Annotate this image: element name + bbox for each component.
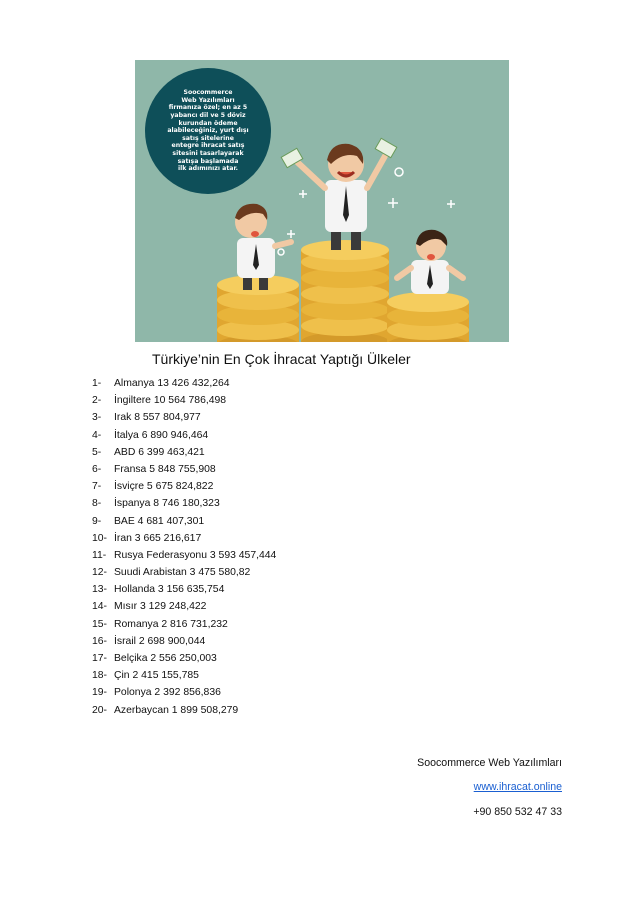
list-item-number: 5- (92, 446, 102, 458)
list-item-text: BAE 4 681 407,301 (114, 515, 205, 527)
list-item-number: 13- (92, 584, 108, 596)
list-item-text: Almanya 13 426 432,264 (114, 378, 230, 389)
list-item-text: Hollanda 3 156 635,754 (114, 584, 225, 596)
list-item-text: Irak 8 557 804,977 (114, 412, 201, 424)
list-item-number: 3- (92, 412, 102, 424)
website-link[interactable]: www.ihracat.online (473, 781, 562, 793)
person-right (397, 230, 463, 294)
promo-bubble: Soocommerce Web Yazılımları firmanıza özel; en az 5 yabancı dil ve 5 döviz kurundan ödeme alabileceğiniz, yurt dışı satış sitelerine entegre ihracat satış sitesini tasarlayarak satışa başlamada ilk adımınızı atar. (145, 68, 271, 194)
list-item-number: 17- (92, 653, 108, 664)
list-item-text: Romanya 2 816 731,232 (114, 618, 228, 630)
list-item-text: Rusya Federasyonu 3 593 457,444 (114, 549, 277, 561)
list-item-text: Belçika 2 556 250,003 (114, 653, 217, 664)
list-item-text: Suudi Arabistan 3 475 580,82 (114, 567, 251, 579)
list-item-text: İspanya 8 746 180,323 (114, 498, 220, 510)
list-item-number: 7- (92, 481, 102, 493)
list-item-number: 6- (92, 463, 102, 475)
list-item-number: 2- (92, 395, 102, 407)
list-item-number: 14- (92, 601, 108, 613)
list-item-number: 18- (92, 670, 108, 682)
list-item-number: 12- (92, 567, 108, 579)
list-item-text: İsviçre 5 675 824,822 (114, 481, 214, 493)
hero-illustration (135, 60, 509, 342)
list-item-text: İran 3 665 216,617 (114, 532, 202, 544)
list-item-number: 11- (92, 549, 107, 561)
list-item-text: Azerbaycan 1 899 508,279 (114, 704, 239, 716)
list-item-number: 9- (92, 515, 102, 527)
list-item-text: Mısır 3 129 248,422 (114, 601, 207, 613)
list-item-number: 1- (92, 378, 102, 389)
person-center (281, 138, 397, 250)
coin-stack-left (217, 275, 299, 342)
page-title: Türkiye’nin En Çok İhracat Yaptığı Ülkeler (152, 351, 411, 367)
list-item-text: Polonya 2 392 856,836 (114, 687, 221, 699)
coin-stack-center (301, 240, 389, 342)
list-item-text: Çin 2 415 155,785 (114, 670, 199, 682)
list-item-number: 10- (92, 532, 108, 544)
coin-stack-right (387, 292, 469, 342)
list-item-text: Fransa 5 848 755,908 (114, 463, 216, 475)
list-item-number: 19- (92, 687, 108, 699)
list-item-text: ABD 6 399 463,421 (114, 446, 205, 458)
list-item-number: 15- (92, 618, 108, 630)
list-item-number: 8- (92, 498, 102, 510)
list-item-text: İngiltere 10 564 786,498 (114, 395, 227, 407)
list-item-number: 20- (92, 704, 108, 716)
company-name: Soocommerce Web Yazılımları (417, 757, 562, 769)
list-item-text: İsrail 2 698 900,044 (114, 635, 206, 647)
list-item-text: İtalya 6 890 946,464 (114, 429, 209, 441)
list-item-number: 16- (92, 635, 108, 647)
phone-number: +90 850 532 47 33 (473, 806, 562, 818)
list-item-number: 4- (92, 429, 102, 441)
